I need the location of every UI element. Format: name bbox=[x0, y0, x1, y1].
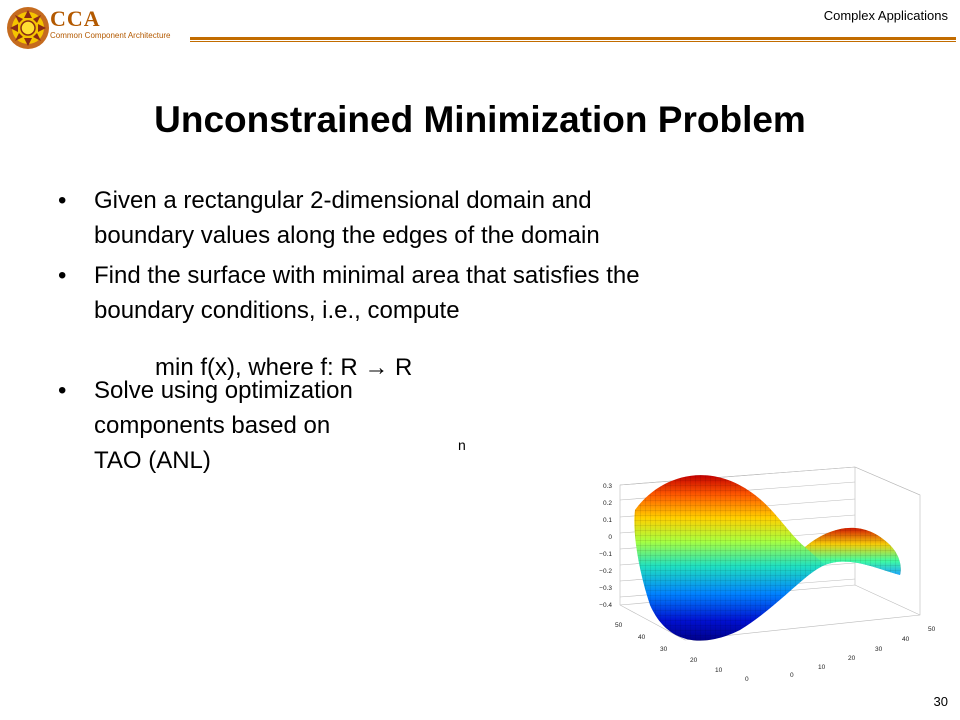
bullet-line: Given a rectangular 2-dimensional domain and bbox=[94, 187, 592, 214]
bullet-item bbox=[58, 258, 918, 328]
y-tick: 50 bbox=[615, 622, 623, 629]
section-title: Complex Applications bbox=[823, 8, 948, 23]
bullet-line: TAO (ANL) bbox=[94, 447, 211, 474]
z-tick: 0 bbox=[608, 534, 612, 541]
bullet-dot: • bbox=[58, 262, 67, 289]
z-tick: 0.2 bbox=[602, 500, 612, 507]
bullet-line: boundary values along the edges of the domain bbox=[94, 222, 600, 249]
y-tick: 0 bbox=[745, 676, 749, 683]
bullet-item bbox=[58, 183, 918, 253]
x-tick: 30 bbox=[875, 646, 883, 653]
x-tick: 50 bbox=[928, 626, 936, 633]
header-rule-thin bbox=[190, 41, 956, 42]
x-tick: 10 bbox=[818, 664, 826, 671]
y-tick: 40 bbox=[638, 634, 646, 641]
bullet-dot: • bbox=[58, 187, 67, 214]
bullet-list bbox=[58, 183, 918, 478]
z-tick: −0.3 bbox=[599, 585, 612, 592]
y-tick: 20 bbox=[690, 657, 698, 664]
x-tick: 0 bbox=[790, 672, 794, 679]
bullet-line: components based on bbox=[94, 412, 331, 439]
cca-logo-icon bbox=[6, 6, 50, 50]
bullet-line: Solve using optimization bbox=[94, 377, 353, 404]
z-tick: 0.1 bbox=[602, 517, 612, 524]
x-tick: 20 bbox=[848, 655, 856, 662]
header-rule bbox=[190, 37, 956, 40]
surface-plot bbox=[590, 455, 950, 685]
z-tick: −0.2 bbox=[599, 568, 612, 575]
logo-subtitle: Common Component Architecture bbox=[50, 31, 171, 40]
math-expression: min f(x), where f: R → R bbox=[155, 354, 413, 381]
surface-mesh bbox=[634, 475, 900, 641]
bullet-dot: • bbox=[58, 377, 67, 404]
y-tick: 10 bbox=[715, 667, 723, 674]
math-superscript: n bbox=[458, 437, 466, 453]
y-tick: 30 bbox=[660, 646, 668, 653]
bullet-line: boundary conditions, i.e., compute bbox=[94, 297, 460, 324]
bullet-line: Find the surface with minimal area that satisfies the bbox=[94, 262, 640, 289]
x-tick: 40 bbox=[902, 636, 910, 643]
z-tick: −0.4 bbox=[599, 602, 612, 609]
slide-title: Unconstrained Minimization Problem bbox=[154, 99, 806, 140]
logo-text: CCA bbox=[50, 6, 101, 31]
page-number: 30 bbox=[933, 694, 948, 709]
z-tick: −0.1 bbox=[599, 551, 612, 558]
z-tick: 0.3 bbox=[602, 483, 612, 490]
